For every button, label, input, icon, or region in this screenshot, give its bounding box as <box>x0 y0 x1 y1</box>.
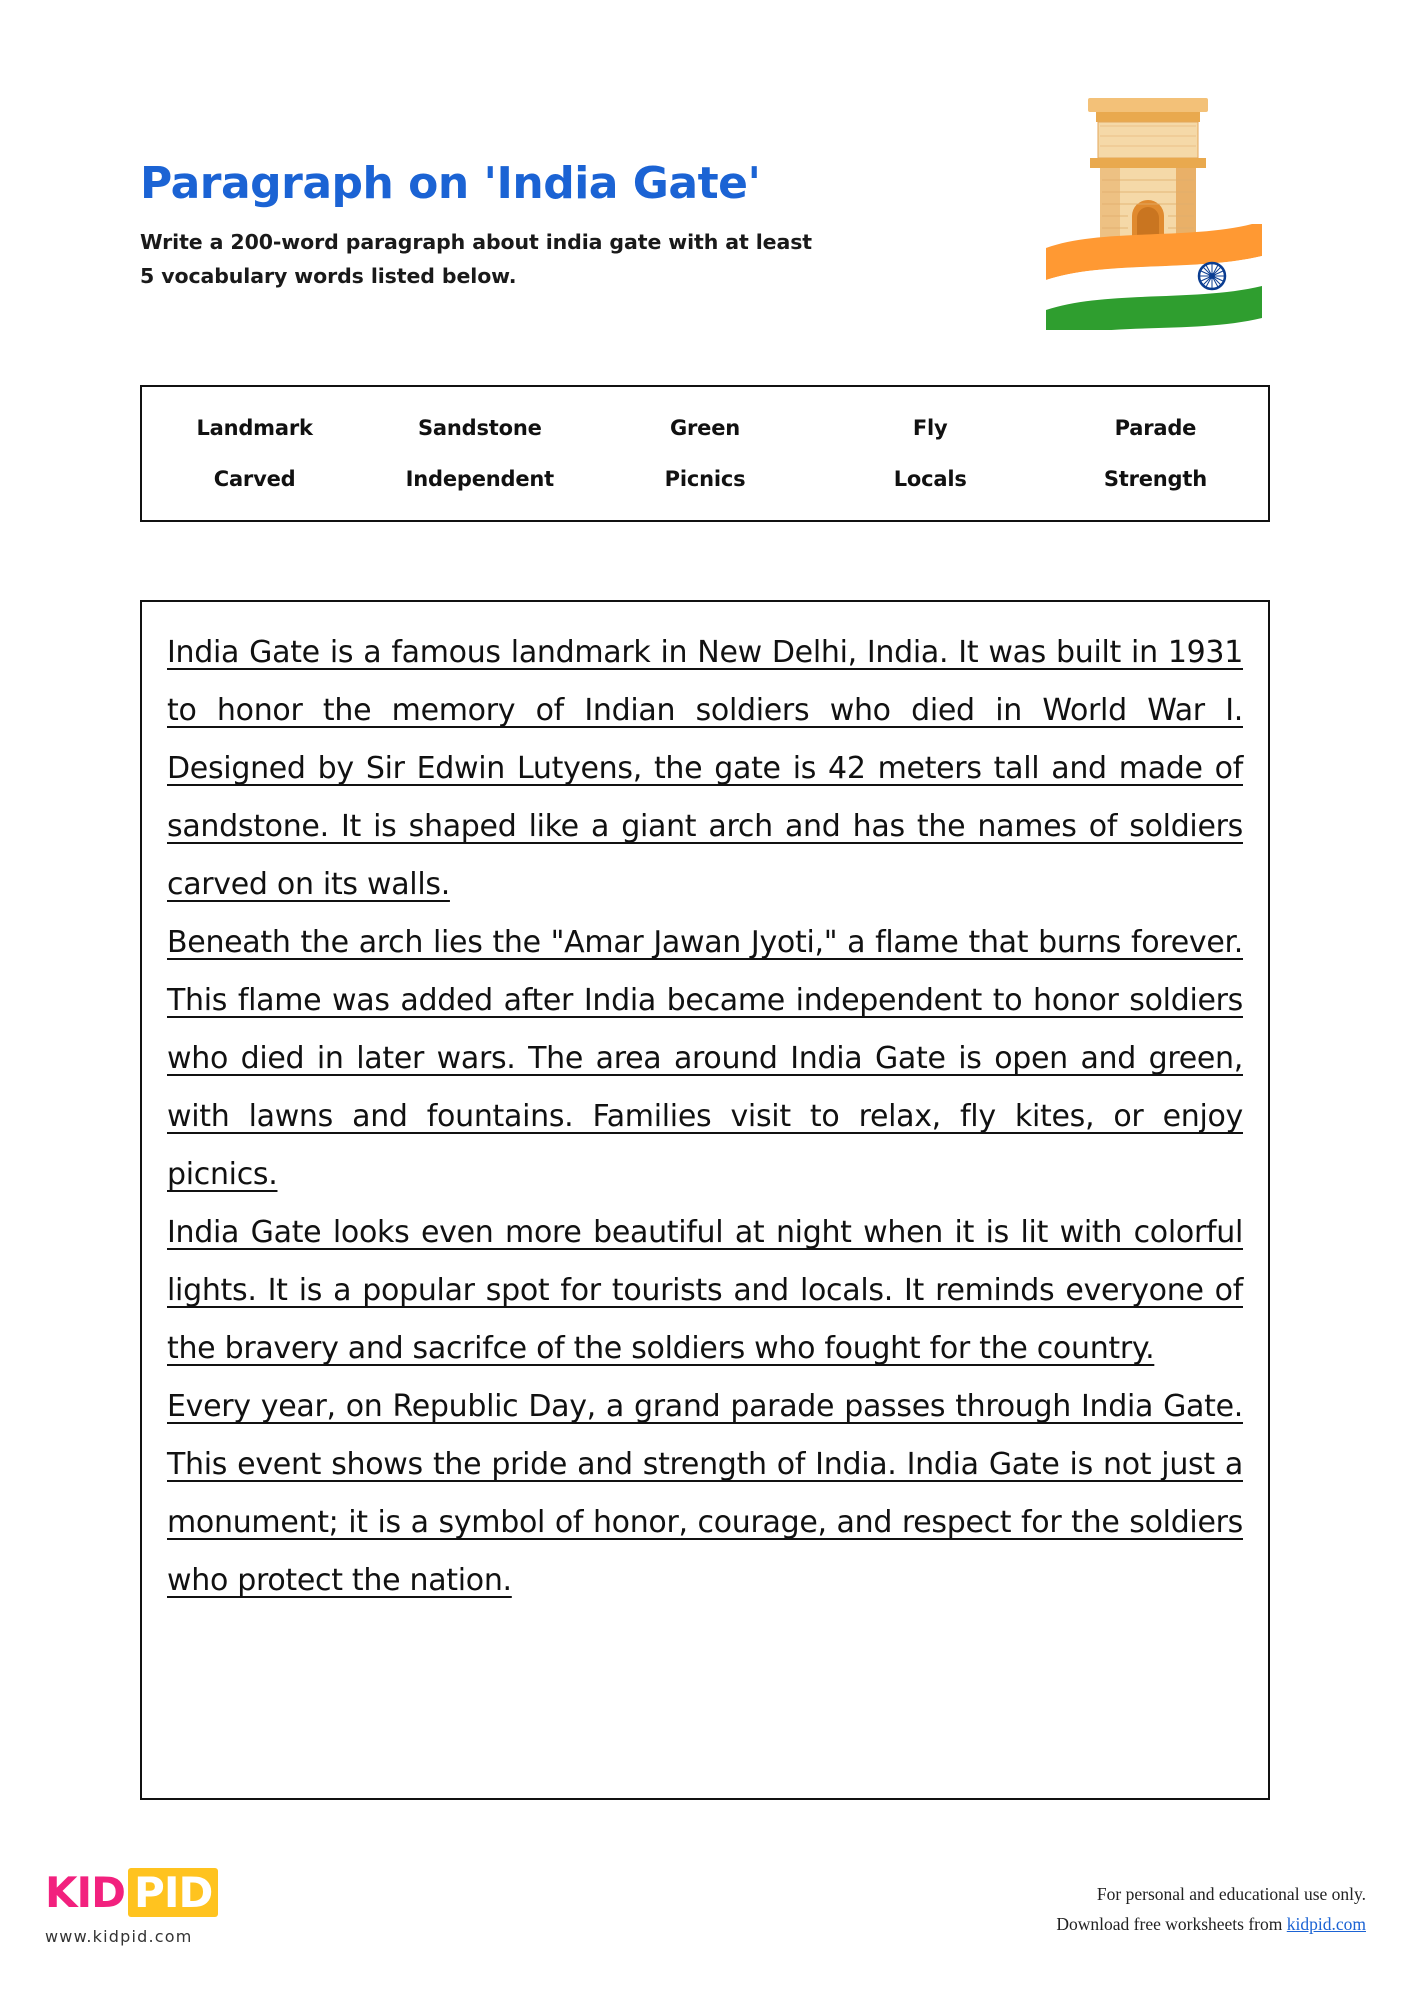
worksheet-header <box>140 160 970 293</box>
footer-notice-prefix: Download free worksheets from <box>1056 1913 1287 1934</box>
vocabulary-word: Green <box>669 416 741 440</box>
vocabulary-word: Landmark <box>196 416 313 440</box>
vocabulary-word: Locals <box>893 467 967 491</box>
logo-kid-text: KID <box>45 1868 126 1917</box>
vocabulary-word: Independent <box>405 467 554 491</box>
vocabulary-word: Picnics <box>664 467 746 491</box>
instruction-text <box>140 226 960 292</box>
india-gate-illustration <box>1040 90 1305 330</box>
vocabulary-box <box>140 385 1270 522</box>
answer-paragraph <box>167 1378 1243 1610</box>
vocabulary-word: Strength <box>1103 467 1207 491</box>
footer-notice <box>1056 1880 1366 1940</box>
kidpid-link[interactable]: kidpid.com <box>1286 1913 1366 1934</box>
answer-paragraph <box>167 914 1243 1204</box>
answer-paragraph <box>167 624 1243 914</box>
vocabulary-row <box>142 467 1268 491</box>
vocabulary-word: Carved <box>213 467 296 491</box>
page-title: Paragraph on 'India Gate' <box>140 158 761 209</box>
vocabulary-row <box>142 416 1268 440</box>
answer-paragraph-text: India Gate is a famous landmark in New Delhi, India. It was built in 1931 to honor the memory of Indian soldiers who died in World War I. Designed by Sir Edwin Lutyens, the gate is 42 meters tall and made of sandstone. It is shaped like a giant arch and has the names of soldiers carved on its walls. <box>167 635 1243 902</box>
footer-notice-line-2 <box>1056 1910 1366 1940</box>
answer-paragraph <box>167 1204 1243 1378</box>
vocabulary-word: Fly <box>912 416 948 440</box>
vocabulary-word: Sandstone <box>417 416 542 440</box>
instruction-line-2: 5 vocabulary words listed below. <box>140 263 517 288</box>
answer-paragraph-text: India Gate looks even more beautiful at night when it is lit with colorful lights. It is a popular spot for tourists and locals. It reminds everyone of the bravery and sacrifce of the soldiers who fought for the country. <box>167 1215 1243 1366</box>
vocabulary-word: Parade <box>1114 416 1197 440</box>
logo-pid-text: PID <box>128 1868 218 1917</box>
answer-paragraph-text: Beneath the arch lies the "Amar Jawan Jyoti," a flame that burns forever. This flame was added after India became independent to honor soldiers who died in later wars. The area around India Gate is open and green, with lawns and fountains. Families visit to relax, fly kites, or enjoy picnics. <box>167 925 1243 1192</box>
logo-website-url[interactable]: www.kidpid.com <box>45 1927 193 1946</box>
answer-box <box>140 600 1270 1800</box>
footer-branding <box>45 1868 375 1946</box>
instruction-line-1: Write a 200-word paragraph about india gate with at least <box>140 230 813 255</box>
footer-notice-line-1: For personal and educational use only. <box>1096 1884 1366 1904</box>
answer-paragraph-text: Every year, on Republic Day, a grand parade passes through India Gate. This event shows the pride and strength of India. India Gate is not just a monument; it is a symbol of honor, courage, and respect for the soldiers who protect the nation. <box>167 1389 1243 1598</box>
kidpid-logo[interactable] <box>45 1868 375 1917</box>
indian-flag-ribbon <box>1046 224 1262 330</box>
